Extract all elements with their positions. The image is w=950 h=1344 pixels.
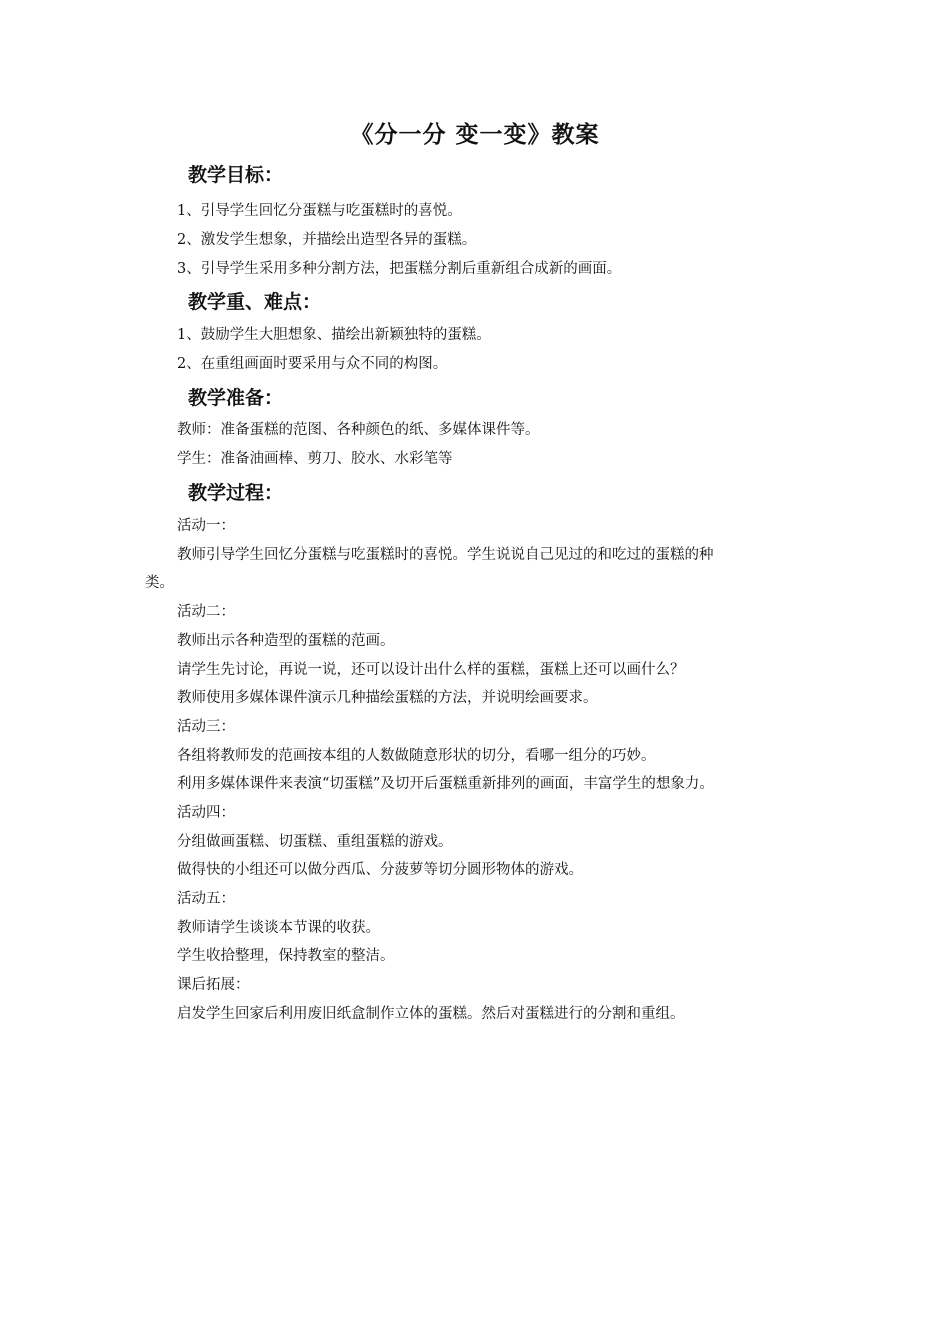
document-title: 《分一分 变一变》教案 <box>350 122 600 148</box>
activity-text: 教师使用多媒体课件演示几种描绘蛋糕的方法，并说明绘画要求。 <box>177 690 598 706</box>
activity-label: 活动三： <box>177 719 235 735</box>
activity-text: 请学生先讨论，再说一说，还可以设计出什么样的蛋糕，蛋糕上还可以画什么？ <box>177 662 685 678</box>
objectives-heading: 教学目标： <box>188 164 284 186</box>
keypoint-item: 1、鼓励学生大胆想象、描绘出新颖独特的蛋糕。 <box>177 327 491 343</box>
objective-item: 2、激发学生想象，并描绘出造型各异的蛋糕。 <box>177 232 477 248</box>
preparation-heading: 教学准备： <box>188 387 284 409</box>
keypoint-item: 2、在重组画面时要采用与众不同的构图。 <box>177 356 448 372</box>
activity-text: 做得快的小组还可以做分西瓜、分菠萝等切分圆形物体的游戏。 <box>177 862 583 878</box>
process-heading: 教学过程： <box>188 482 284 504</box>
activity-label: 活动五： <box>177 891 235 907</box>
activity-text: 教师请学生谈谈本节课的收获。 <box>177 920 380 936</box>
preparation-item: 教师：准备蛋糕的范图、各种颜色的纸、多媒体课件等。 <box>177 422 540 438</box>
activity-text: 学生收拾整理，保持教室的整洁。 <box>177 948 395 964</box>
preparation-item: 学生：准备油画棒、剪刀、胶水、水彩笔等 <box>177 451 453 467</box>
extension-label: 课后拓展： <box>177 977 250 993</box>
activity-text: 教师引导学生回忆分蛋糕与吃蛋糕时的喜悦。学生说说自己见过的和吃过的蛋糕的种 <box>177 547 714 563</box>
activity-text-continued: 类。 <box>145 575 174 591</box>
keypoints-heading: 教学重、难点： <box>188 291 322 313</box>
activity-label: 活动二： <box>177 604 235 620</box>
activity-text: 各组将教师发的范画按本组的人数做随意形状的切分，看哪一组分的巧妙。 <box>177 748 656 764</box>
objective-item: 3、引导学生采用多种分割方法，把蛋糕分割后重新组合成新的画面。 <box>177 261 622 277</box>
objective-item: 1、引导学生回忆分蛋糕与吃蛋糕时的喜悦。 <box>177 203 462 219</box>
activity-text: 利用多媒体课件来表演“切蛋糕”及切开后蛋糕重新排列的画面，丰富学生的想象力。 <box>177 776 714 792</box>
activity-label: 活动一： <box>177 518 235 534</box>
activity-text: 教师出示各种造型的蛋糕的范画。 <box>177 633 395 649</box>
activity-label: 活动四： <box>177 805 235 821</box>
extension-text: 启发学生回家后利用废旧纸盒制作立体的蛋糕。然后对蛋糕进行的分割和重组。 <box>177 1006 685 1022</box>
activity-text: 分组做画蛋糕、切蛋糕、重组蛋糕的游戏。 <box>177 834 453 850</box>
